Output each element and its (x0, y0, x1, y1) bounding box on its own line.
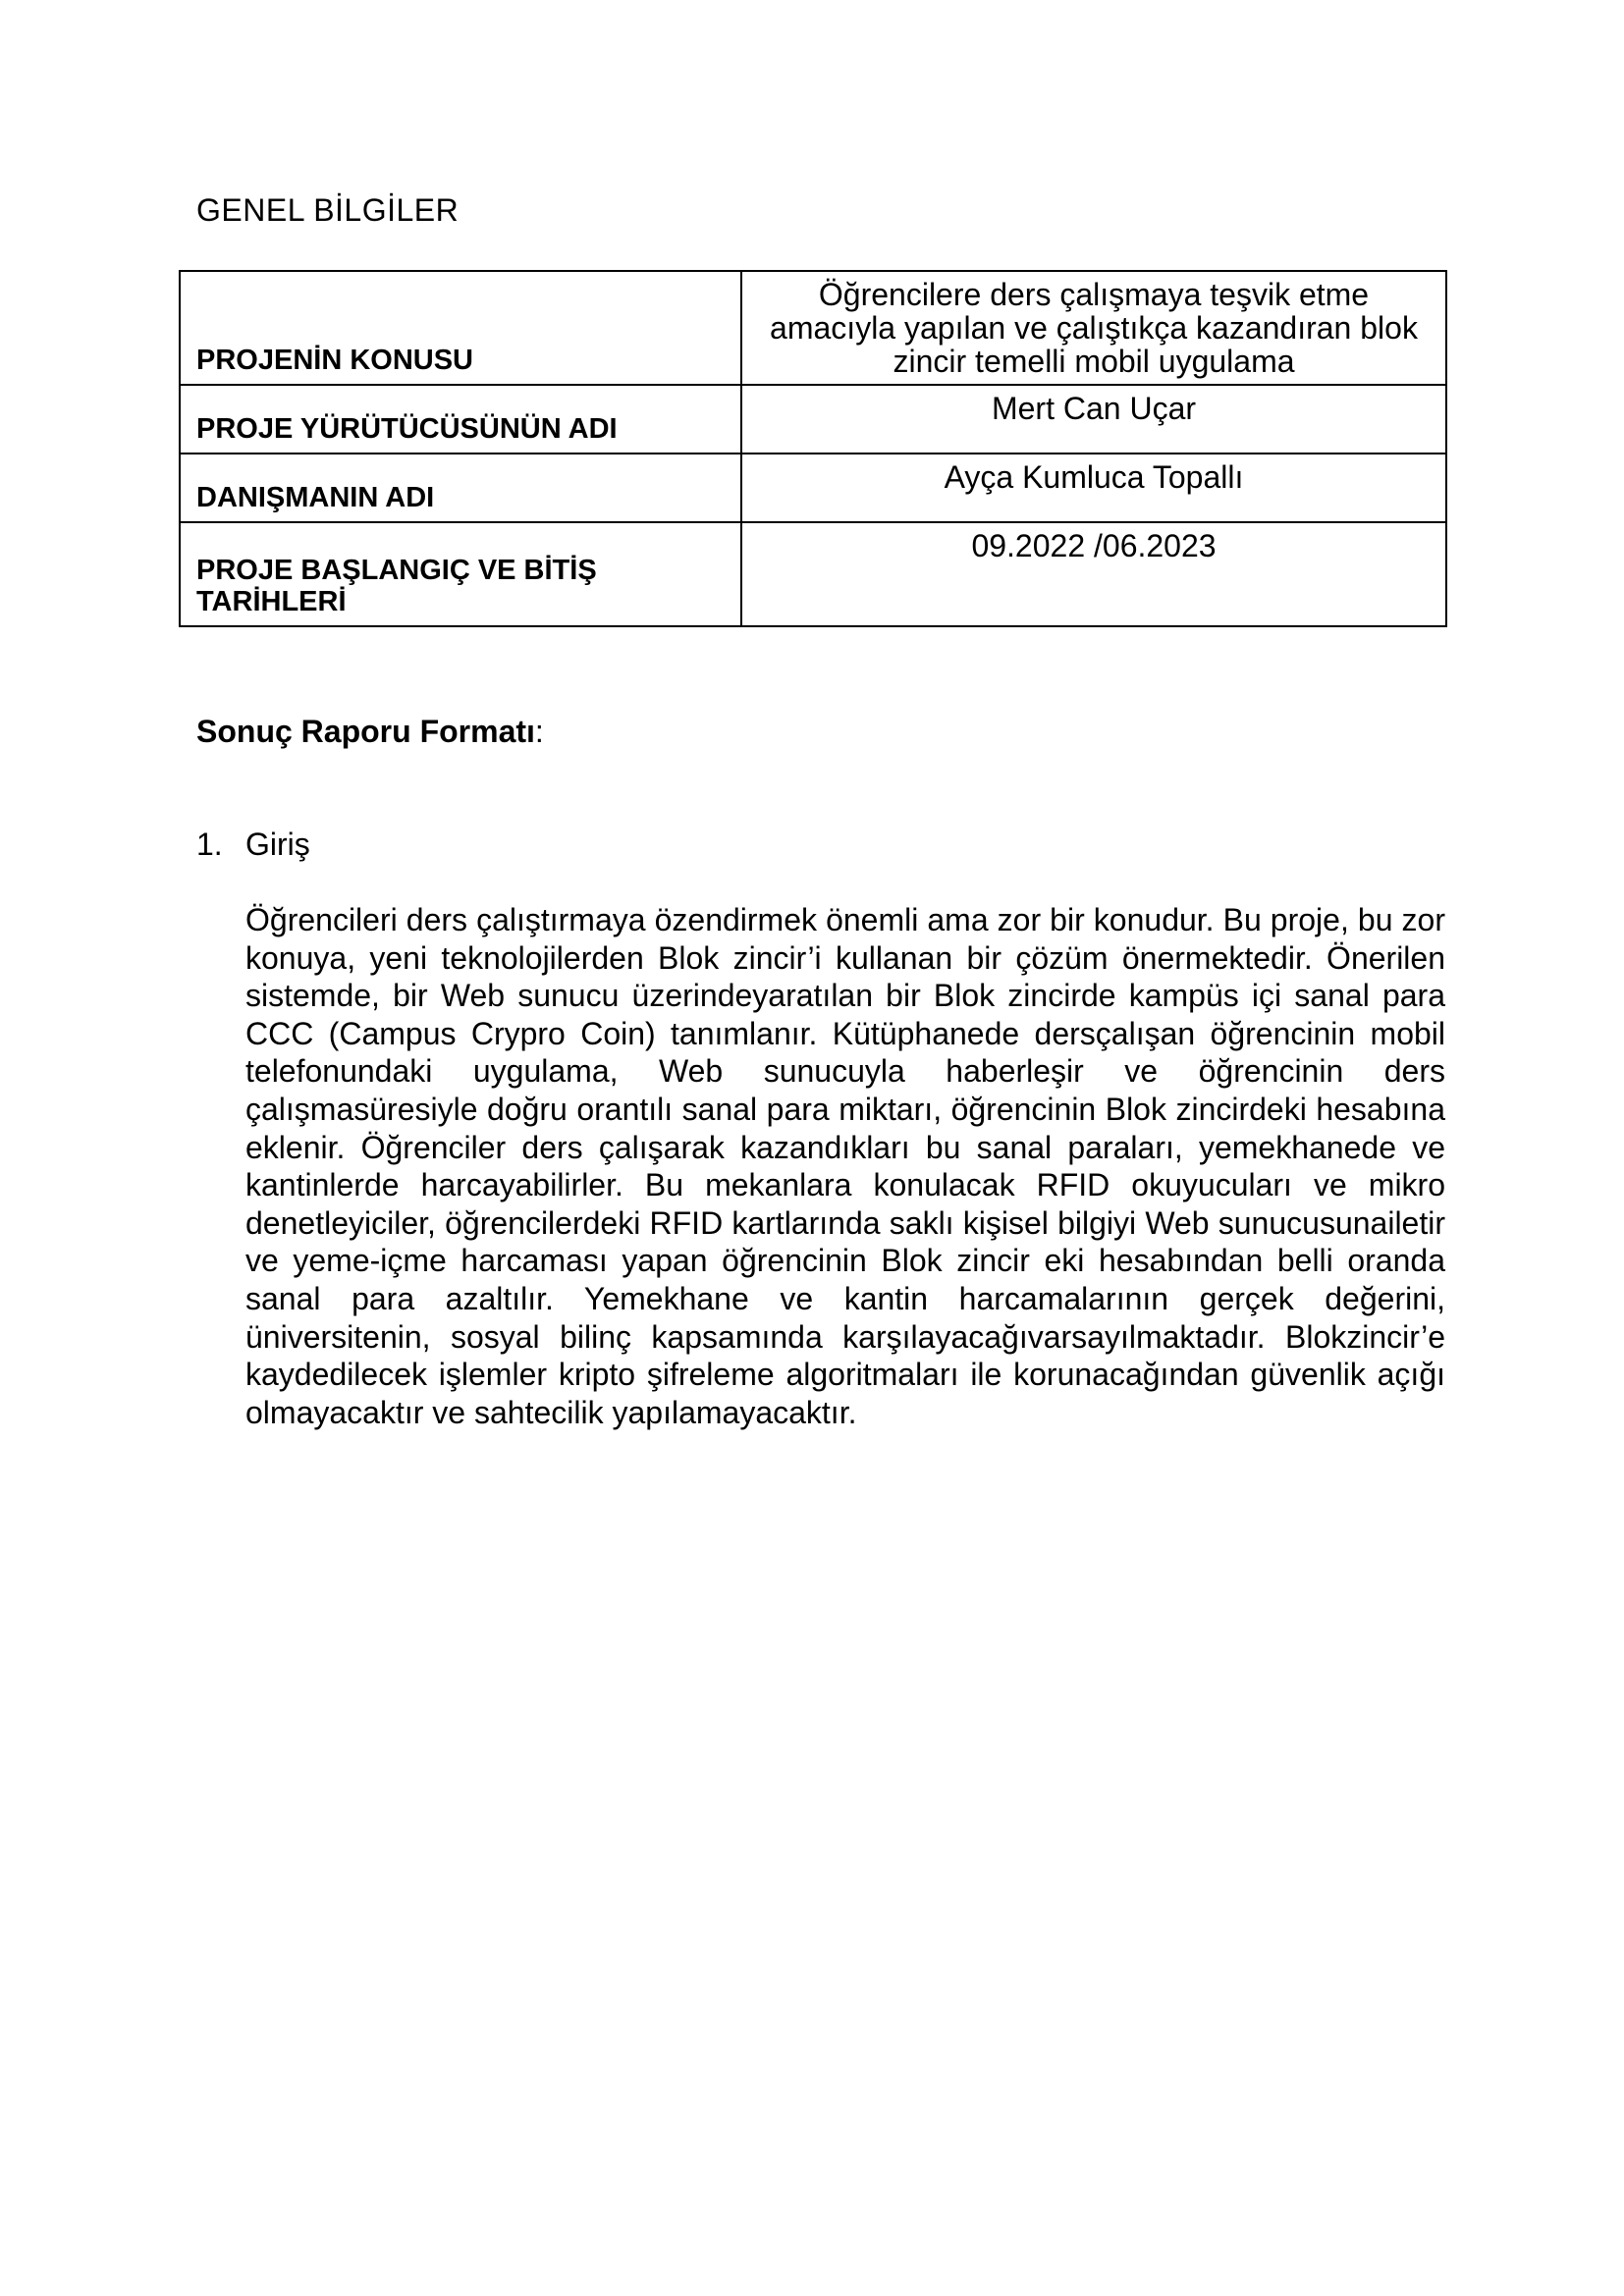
section-title: Giriş (245, 827, 310, 862)
advisor-value: Ayça Kumluca Topallı (741, 454, 1446, 522)
advisor-label: DANIŞMANIN ADI (180, 454, 741, 522)
project-dates-value: 09.2022 /06.2023 (741, 522, 1446, 626)
project-dates-label: PROJE BAŞLANGIÇ VE BİTİŞ TARİHLERİ (180, 522, 741, 626)
project-lead-label: PROJE YÜRÜTÜCÜSÜNÜN ADI (180, 385, 741, 454)
report-format-heading-suffix: : (534, 714, 544, 749)
section-number: 1. (196, 827, 223, 862)
report-format-heading (196, 714, 544, 750)
project-topic-value: Öğrencilere ders çalışmaya teşvik etme amacıyla yapılan ve çalıştıkça kazandıran blok zincir temelli mobil uygulama (741, 271, 1446, 385)
section-heading-intro (196, 827, 310, 863)
table-row (180, 522, 1446, 626)
project-lead-value: Mert Can Uçar (741, 385, 1446, 454)
report-format-heading-text: Sonuç Raporu Formatı (196, 714, 535, 749)
table-row (180, 454, 1446, 522)
general-info-title: GENEL BİLGİLER (196, 192, 460, 228)
table-row (180, 385, 1446, 454)
table-row (180, 271, 1446, 385)
general-info-table (179, 270, 1447, 627)
project-topic-label: PROJENİN KONUSU (180, 271, 741, 385)
intro-paragraph: Öğrencileri ders çalıştırmaya özendirmek önemli ama zor bir konudur. Bu proje, bu zor konuya, yeni teknolojilerden Blok zincir’i kullanan bir çözüm önermektedir. Önerilen sistemde, bir Web sunucu üzerindeyaratılan bir Blok zincirde kampüs içi sanal para CCC (Campus Crypro Coin) tanımlanır. Kütüphanede dersçalışan öğrencinin mobil telefonundaki uygulama, Web sunucuyla haberleşir ve öğrencinin ders çalışmasüresiyle doğru orantılı sanal para miktarı, öğrencinin Blok zincirdeki hesabına eklenir. Öğrenciler ders çalışarak kazandıkları bu sanal paraları, yemekhanede ve kantinlerde harcayabilirler. Bu mekanlara konulacak RFID okuyucuları ve mikro denetleyiciler, öğrencilerdeki RFID kartlarında saklı kişisel bilgiyi Web sunucusunailetir ve yeme-içme harcaması yapan öğrencinin Blok zincir eki hesabından belli oranda sanal para azaltılır. Yemekhane ve kantin harcamalarının gerçek değerini, üniversitenin, sosyal bilinç kapsamında karşılayacağıvarsayılmaktadır. Blokzincir’e kaydedilecek işlemler kripto şifreleme algoritmaları ile korunacağından güvenlik açığı olmayacaktır ve sahtecilik yapılamayacaktır. (245, 902, 1445, 1430)
